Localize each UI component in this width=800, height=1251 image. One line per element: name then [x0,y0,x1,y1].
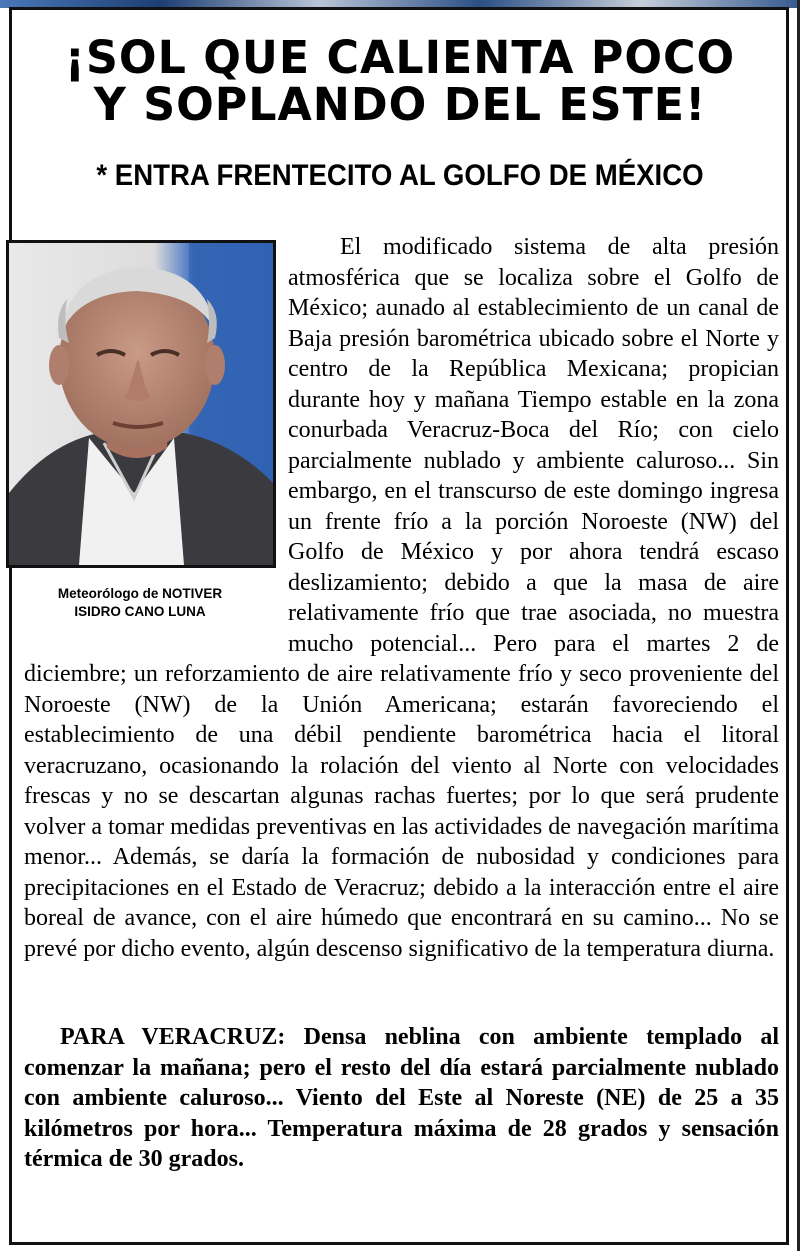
article-body [24,232,779,964]
subheadline: * ENTRA FRENTECITO AL GOLFO DE MÉXICO [96,159,704,192]
caption-line-1: Meteorólogo de NOTIVER [57,586,223,601]
forecast-section [24,1022,779,1175]
forecast-paragraph: PARA VERACRUZ: Densa neblina con ambiente templado al comenzar la mañana; pero el resto del día estará parcialmente nublado con ambiente caluroso... Viento del Este al Noreste (NE) de 25 a 35 kilómetros por hora... Temperatura máxima de 28 grados y sensación térmica de 30 grados. [24,1024,779,1172]
article-paragraph: El modificado sistema de alta presión atmosférica que se localiza sobre el Golfo de México; aunado al establecimiento de un canal de Baja presión barométrica ubicado sobre el Norte y centro de la República Mexicana; propician durante hoy y mañana Tiempo estable en la zona conurbada Veracruz-Boca del Río; con cielo parcialmente nublado y ambiente caluroso... Sin embargo, en el transcurso de este domingo ingresa un frente frío a la porción Noroeste (NW) del Golfo de México y por ahora tendrá escaso deslizamiento; debido a que la masa de aire relativamente frío que trae asociada, no muestra mucho potencial... Pero para el martes 2 de diciembre; un reforzamiento de aire relativamente frío y seco proveniente del Noroeste (NW) de la Unión Americana; estarán favoreciendo el establecimiento de una débil pendiente barométrica hacia el litoral veracruzano, ocasionando la rolación del viento al Norte con velocidades frescas y no se descartan algunas rachas fuertes; por lo que será prudente volver a tomar medidas preventivas en las actividades de navegación marítima menor... Además, se daría la formación de nubosidad y condiciones para precipitaciones en el Estado de Veracruz; debido a la interacción entre el aire boreal de avance, con el aire húmedo que encontrará en su camino... No se prevé por dicho evento, algún descenso significativo de la temperatura diurna. [24,234,779,962]
headline-line-1: ¡SOL QUE CALIENTA POCO [64,31,736,84]
headline [6,31,794,131]
photo-wrap-space [24,232,288,640]
headline-line-2: Y SOPLANDO DEL ESTE! [93,78,707,131]
caption-line-2: ISIDRO CANO LUNA [74,604,206,619]
